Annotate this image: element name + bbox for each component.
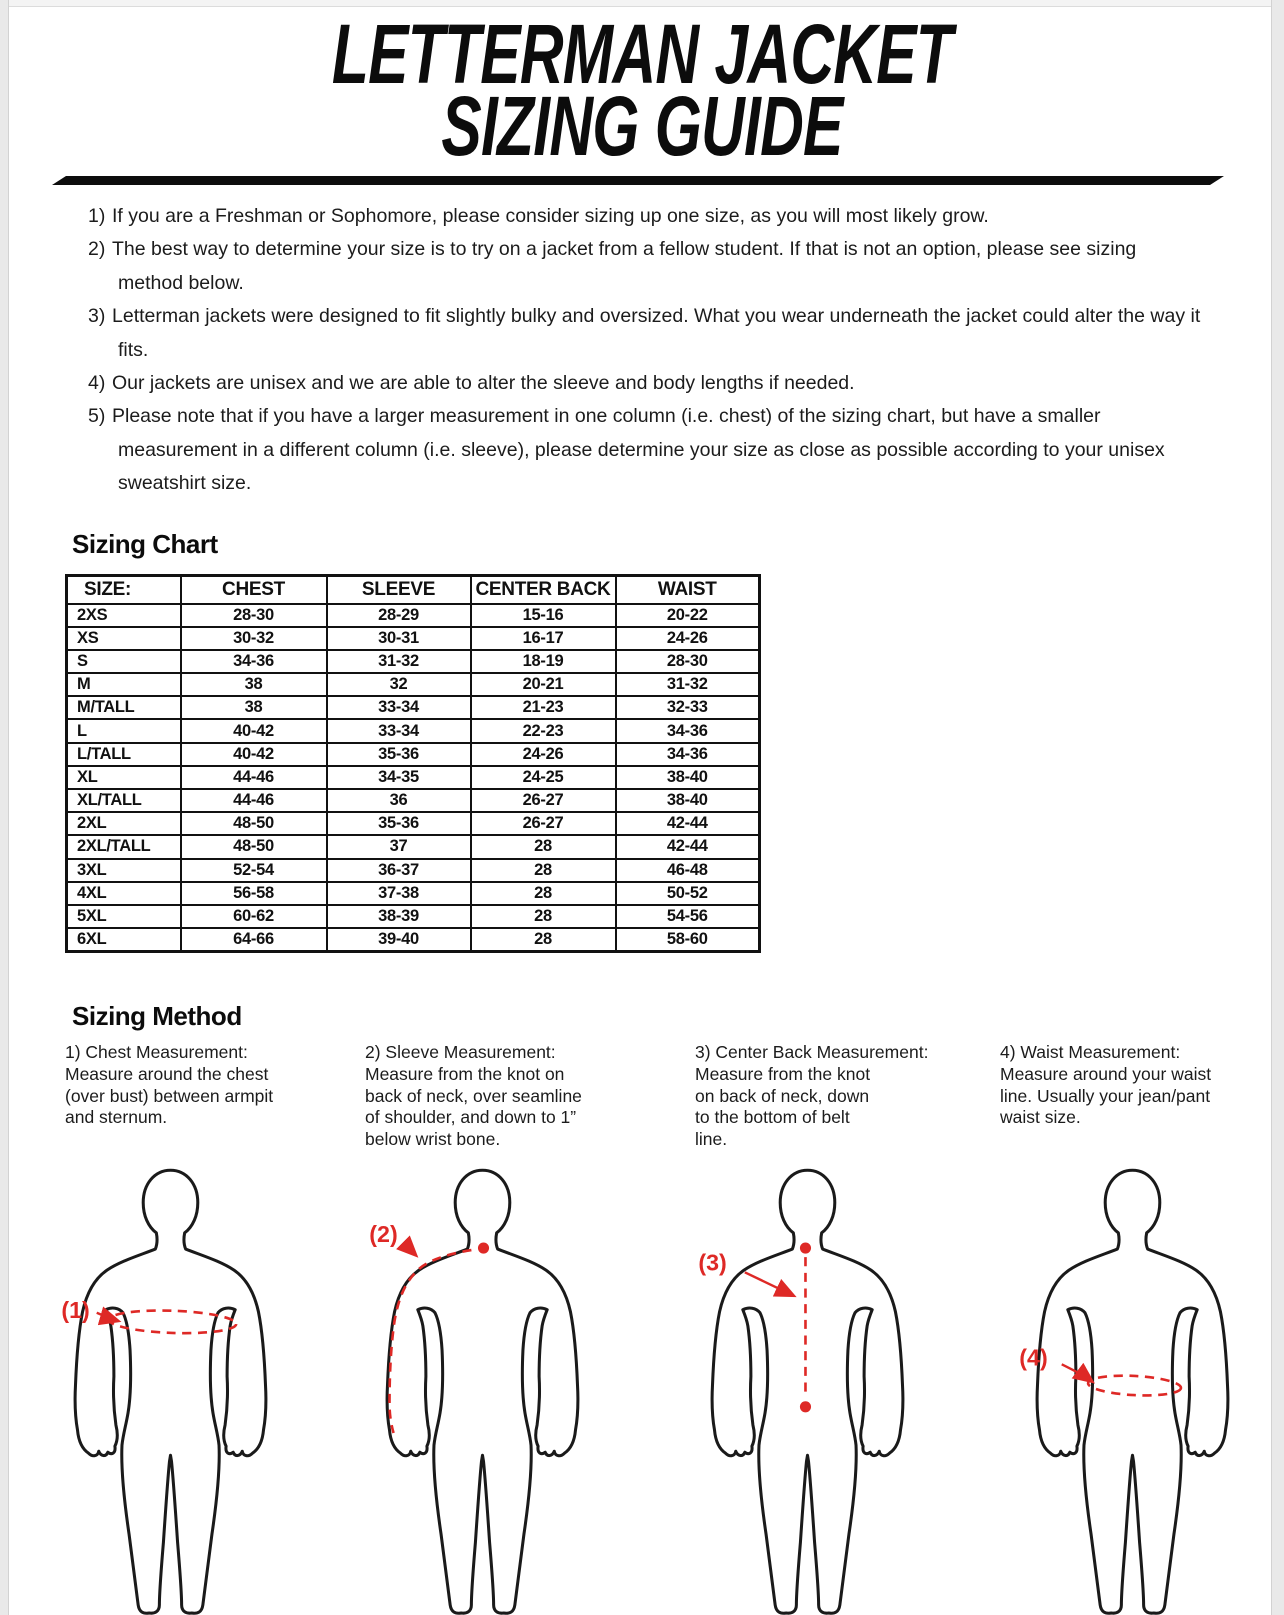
cell-waist: 54-56 — [616, 905, 760, 928]
figure-label-2: (2) — [369, 1220, 398, 1247]
cell-size: XS — [67, 627, 181, 650]
cell-sleeve: 38-39 — [327, 905, 471, 928]
cell-sleeve: 32 — [327, 673, 471, 696]
cell-waist: 38-40 — [616, 789, 760, 812]
cell-sleeve: 36-37 — [327, 859, 471, 882]
method-column — [695, 1042, 1000, 1151]
method-label: 4) Waist Measurement: — [1000, 1042, 1181, 1062]
cell-size: 4XL — [67, 882, 181, 905]
cell-sleeve: 36 — [327, 789, 471, 812]
note-number: 3) — [88, 305, 106, 328]
note-text: Our jackets are unisex and we are able to alter the sleeve and body lengths if needed. — [112, 372, 855, 395]
table-row — [67, 905, 760, 928]
cell-chest: 40-42 — [181, 719, 327, 742]
method-label: 3) Center Back Measurement: — [695, 1042, 929, 1062]
cell-chest: 52-54 — [181, 859, 327, 882]
table-row — [67, 719, 760, 742]
table-row — [67, 650, 760, 673]
note-item — [88, 400, 1206, 500]
title-line-2: SIZING GUIDE — [441, 79, 843, 173]
table-row — [67, 859, 760, 882]
method-instructions: Measure from the knot on back of neck, down to the bottom of belt line. — [695, 1063, 871, 1150]
cell-size: 6XL — [67, 928, 181, 951]
note-item — [88, 200, 1206, 233]
note-text: Please note that if you have a larger measurement in one column (i.e. chest) of the sizing chart, but have a smaller measurement in a different column (i.e. sleeve), please determine your size as close as possible according to your unisex sweatshirt size. — [112, 405, 1165, 495]
cell-sleeve: 30-31 — [327, 627, 471, 650]
note-number: 2) — [88, 238, 106, 261]
cell-chest: 44-46 — [181, 789, 327, 812]
figure-label-4: (4) — [1019, 1344, 1048, 1371]
cell-chest: 40-42 — [181, 743, 327, 766]
cell-sleeve: 28-29 — [327, 604, 471, 627]
cell-chest: 38 — [181, 696, 327, 719]
cell-center-back: 26-27 — [471, 789, 616, 812]
cell-chest: 60-62 — [181, 905, 327, 928]
table-row — [67, 789, 760, 812]
table-row — [67, 766, 760, 789]
cell-chest: 44-46 — [181, 766, 327, 789]
method-column — [1000, 1042, 1225, 1151]
cell-size: 3XL — [67, 859, 181, 882]
table-row — [67, 812, 760, 835]
table-row — [67, 696, 760, 719]
note-text: The best way to determine your size is to try on a jacket from a fellow student. If that is not an option, please see sizing method below. — [112, 238, 1137, 294]
notes-list — [88, 200, 1206, 501]
cell-center-back: 28 — [471, 835, 616, 858]
cell-sleeve: 33-34 — [327, 719, 471, 742]
cell-center-back: 26-27 — [471, 812, 616, 835]
table-row — [67, 604, 760, 627]
cell-sleeve: 35-36 — [327, 812, 471, 835]
cell-center-back: 28 — [471, 882, 616, 905]
cell-waist: 42-44 — [616, 812, 760, 835]
cell-size: XL — [67, 766, 181, 789]
cell-center-back: 28 — [471, 928, 616, 951]
table-row — [67, 835, 760, 858]
cell-sleeve: 37 — [327, 835, 471, 858]
sizing-method-heading: Sizing Method — [72, 1001, 242, 1031]
note-item — [88, 233, 1206, 300]
body-outline — [712, 1170, 903, 1613]
note-text: Letterman jackets were designed to fit slightly bulky and oversized. What you wear underneath the jacket could alter the way it fits. — [112, 305, 1201, 361]
figure-sleeve-measurement — [330, 1150, 635, 1615]
belt-line-dot — [800, 1401, 811, 1412]
page-edge-left — [0, 0, 9, 1615]
sizing-method-columns — [65, 1042, 1225, 1151]
cell-chest: 56-58 — [181, 882, 327, 905]
body-outline — [387, 1170, 578, 1613]
method-instructions: Measure from the knot on back of neck, over seamline of shoulder, and down to 1” below wrist bone. — [365, 1063, 582, 1150]
cell-waist: 24-26 — [616, 627, 760, 650]
note-number: 1) — [88, 205, 106, 227]
cell-center-back: 18-19 — [471, 650, 616, 673]
cell-chest: 34-36 — [181, 650, 327, 673]
cell-center-back: 16-17 — [471, 627, 616, 650]
table-header-cell: CENTER BACK — [471, 576, 616, 604]
cell-size: S — [67, 650, 181, 673]
figure-waist-measurement — [980, 1150, 1284, 1615]
method-instructions: Measure around your waist line. Usually your jean/pant waist size. — [1000, 1063, 1212, 1128]
cell-waist: 42-44 — [616, 835, 760, 858]
note-text: If you are a Freshman or Sophomore, please consider sizing up one size, as you will most likely grow. — [112, 205, 989, 227]
cell-size: L/TALL — [67, 743, 181, 766]
table-row — [67, 928, 760, 951]
cell-waist: 20-22 — [616, 604, 760, 627]
body-outline — [1037, 1170, 1228, 1613]
cell-center-back: 21-23 — [471, 696, 616, 719]
cell-size: L — [67, 719, 181, 742]
cell-size: 2XS — [67, 604, 181, 627]
table-row — [67, 627, 760, 650]
cell-chest: 28-30 — [181, 604, 327, 627]
table-row — [67, 743, 760, 766]
method-column — [365, 1042, 695, 1151]
cell-waist: 28-30 — [616, 650, 760, 673]
table-header-row — [67, 576, 760, 604]
cell-chest: 48-50 — [181, 835, 327, 858]
table-row — [67, 673, 760, 696]
note-number: 5) — [88, 405, 106, 428]
title-divider-rule — [52, 176, 1224, 185]
cell-waist: 58-60 — [616, 928, 760, 951]
cell-waist: 31-32 — [616, 673, 760, 696]
figure-center-back-measurement — [655, 1150, 960, 1615]
cell-center-back: 22-23 — [471, 719, 616, 742]
sizing-chart-heading: Sizing Chart — [72, 529, 218, 559]
cell-waist: 32-33 — [616, 696, 760, 719]
figure-chest-measurement — [18, 1150, 323, 1615]
cell-sleeve: 31-32 — [327, 650, 471, 673]
cell-size: 2XL — [67, 812, 181, 835]
cell-waist: 50-52 — [616, 882, 760, 905]
cell-chest: 64-66 — [181, 928, 327, 951]
method-label: 1) Chest Measurement: — [65, 1042, 248, 1062]
title-line-1: LETTERMAN JACKET — [331, 7, 953, 101]
neck-knot-dot — [478, 1242, 489, 1253]
method-instructions: Measure around the chest (over bust) between armpit and sternum. — [65, 1063, 274, 1128]
cell-size: M — [67, 673, 181, 696]
cell-size: XL/TALL — [67, 789, 181, 812]
method-column — [65, 1042, 365, 1151]
note-number: 4) — [88, 372, 106, 395]
cell-center-back: 24-25 — [471, 766, 616, 789]
cell-waist: 38-40 — [616, 766, 760, 789]
cell-center-back: 20-21 — [471, 673, 616, 696]
body-outline — [75, 1170, 266, 1613]
cell-size: 5XL — [67, 905, 181, 928]
cell-center-back: 28 — [471, 859, 616, 882]
cell-waist: 34-36 — [616, 743, 760, 766]
table-header-cell: SLEEVE — [327, 576, 471, 604]
cell-sleeve: 39-40 — [327, 928, 471, 951]
method-label: 2) Sleeve Measurement: — [365, 1042, 556, 1062]
cell-sleeve: 35-36 — [327, 743, 471, 766]
cell-center-back: 24-26 — [471, 743, 616, 766]
neck-knot-dot — [800, 1242, 811, 1253]
cell-chest: 38 — [181, 673, 327, 696]
cell-center-back: 15-16 — [471, 604, 616, 627]
cell-center-back: 28 — [471, 905, 616, 928]
table-header-cell: WAIST — [616, 576, 760, 604]
figure-label-1: (1) — [61, 1296, 90, 1323]
note-item — [88, 300, 1206, 367]
cell-sleeve: 34-35 — [327, 766, 471, 789]
table-row — [67, 882, 760, 905]
cell-sleeve: 33-34 — [327, 696, 471, 719]
cell-waist: 34-36 — [616, 719, 760, 742]
note-item — [88, 367, 1206, 400]
page-edge-top — [9, 0, 1271, 7]
cell-chest: 48-50 — [181, 812, 327, 835]
table-header-cell: CHEST — [181, 576, 327, 604]
sizing-chart-table — [65, 574, 761, 953]
cell-size: M/TALL — [67, 696, 181, 719]
cell-size: 2XL/TALL — [67, 835, 181, 858]
cell-sleeve: 37-38 — [327, 882, 471, 905]
document-title — [180, 7, 1104, 173]
sleeve-label-arrow — [405, 1242, 416, 1255]
cell-waist: 46-48 — [616, 859, 760, 882]
table-header-cell: SIZE: — [67, 576, 181, 604]
figure-label-3: (3) — [698, 1249, 727, 1276]
cell-chest: 30-32 — [181, 627, 327, 650]
